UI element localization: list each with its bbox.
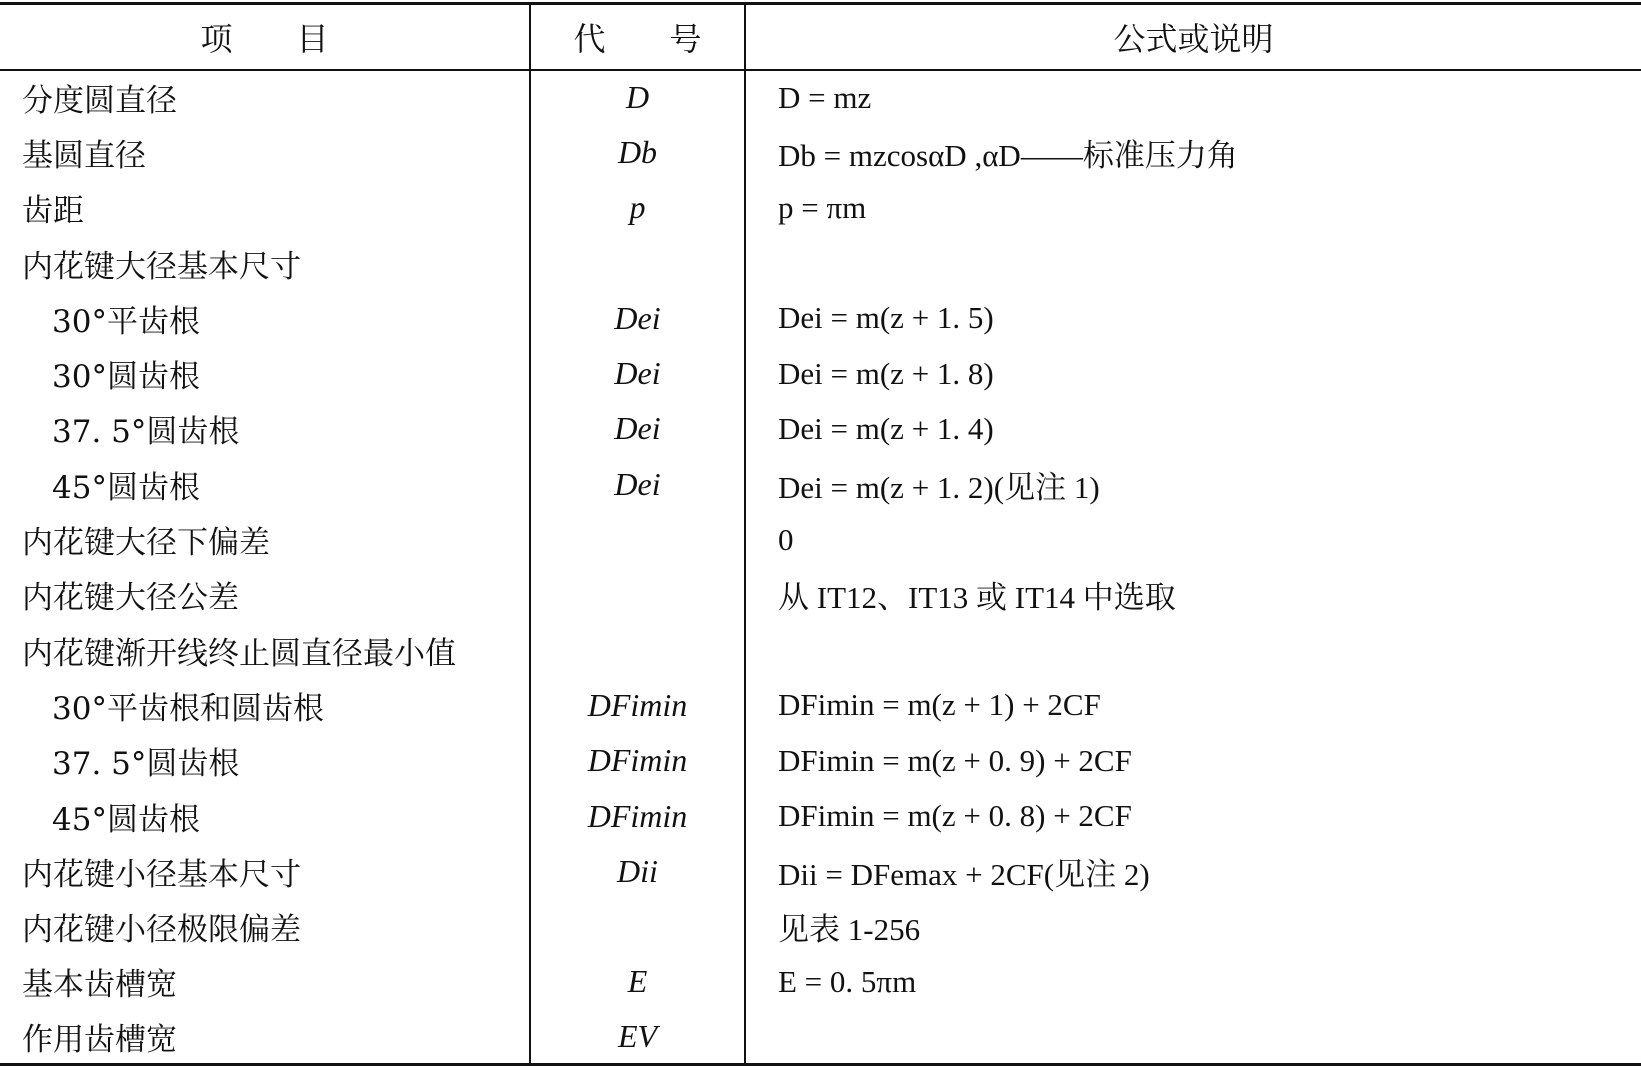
row-symbol bbox=[530, 899, 745, 954]
table-row bbox=[0, 401, 1641, 456]
row-symbol: p bbox=[530, 180, 745, 235]
row-symbol: D bbox=[530, 70, 745, 125]
row-item: 内花键大径公差 bbox=[22, 580, 239, 617]
row-formula: p = πm bbox=[745, 180, 1641, 235]
row-formula bbox=[745, 622, 1641, 677]
row-item: 45°圆齿根 bbox=[52, 801, 200, 838]
row-symbol bbox=[530, 235, 745, 290]
table-row bbox=[0, 899, 1641, 954]
row-item: 作用齿槽宽 bbox=[0, 1010, 530, 1065]
row-symbol bbox=[530, 622, 745, 677]
row-formula: DFimin = m(z + 0. 9) + 2CF bbox=[745, 733, 1641, 788]
row-formula: Db = mzcosαD ,αD——标准压力角 bbox=[745, 125, 1641, 180]
table-row bbox=[0, 512, 1641, 567]
table-row bbox=[0, 844, 1641, 899]
row-symbol: Dei bbox=[530, 291, 745, 346]
row-symbol: Dei bbox=[530, 457, 745, 512]
row-item: 基圆直径 bbox=[22, 137, 146, 174]
table-header bbox=[0, 4, 1641, 70]
row-item: 内花键大径下偏差 bbox=[22, 525, 270, 562]
row-item: 内花键渐开线终止圆直径最小值 bbox=[22, 635, 456, 672]
table-row bbox=[0, 70, 1641, 125]
row-symbol bbox=[530, 567, 745, 622]
table-row bbox=[0, 1010, 1641, 1065]
row-symbol bbox=[530, 512, 745, 567]
row-item: 内花键大径基本尺寸 bbox=[22, 248, 301, 285]
header-item: 项 目 bbox=[0, 4, 530, 70]
row-formula: 从 IT12、IT13 或 IT14 中选取 bbox=[745, 567, 1641, 622]
row-item: 37. 5°圆齿根 bbox=[52, 414, 240, 451]
row-formula: Dei = m(z + 1. 4) bbox=[745, 401, 1641, 456]
spline-parameter-table bbox=[0, 2, 1641, 1066]
table-row bbox=[0, 678, 1641, 733]
table-row bbox=[0, 622, 1641, 677]
row-formula: Dei = m(z + 1. 5) bbox=[745, 291, 1641, 346]
table-row bbox=[0, 788, 1641, 843]
row-item: 30°圆齿根 bbox=[52, 359, 200, 396]
header-formula: 公式或说明 bbox=[745, 4, 1641, 70]
row-item: 45°圆齿根 bbox=[52, 469, 200, 506]
row-item: 30°平齿根和圆齿根 bbox=[52, 690, 324, 727]
row-symbol: Dei bbox=[530, 346, 745, 401]
row-item: 基本齿槽宽 bbox=[22, 967, 177, 1004]
row-symbol: Dii bbox=[530, 844, 745, 899]
row-item: 内花键小径极限偏差 bbox=[22, 912, 301, 949]
table-row bbox=[0, 567, 1641, 622]
row-formula: Dei = m(z + 1. 8) bbox=[745, 346, 1641, 401]
row-formula: Dei = m(z + 1. 2)(见注 1) bbox=[745, 457, 1641, 512]
row-symbol: Dei bbox=[530, 401, 745, 456]
row-formula: DFimin = m(z + 0. 8) + 2CF bbox=[745, 788, 1641, 843]
table-row bbox=[0, 125, 1641, 180]
row-formula: DFimin = m(z + 1) + 2CF bbox=[745, 678, 1641, 733]
row-formula: D = mz bbox=[745, 70, 1641, 125]
row-formula: E = 0. 5πm bbox=[745, 954, 1641, 1009]
table-row bbox=[0, 235, 1641, 290]
row-formula: 见表 1-256 bbox=[745, 899, 1641, 954]
header-symbol: 代 号 bbox=[530, 4, 745, 70]
row-symbol: DFimin bbox=[530, 733, 745, 788]
table-body bbox=[0, 70, 1641, 1065]
row-item: 内花键小径基本尺寸 bbox=[22, 856, 301, 893]
table-row bbox=[0, 346, 1641, 401]
table-row bbox=[0, 954, 1641, 1009]
row-symbol: E bbox=[530, 954, 745, 1009]
row-symbol: DFimin bbox=[530, 788, 745, 843]
row-item: 30°平齿根 bbox=[52, 303, 200, 340]
row-formula: Dii = DFemax + 2CF(见注 2) bbox=[745, 844, 1641, 899]
table-row bbox=[0, 180, 1641, 235]
row-symbol: Db bbox=[530, 125, 745, 180]
row-symbol: DFimin bbox=[530, 678, 745, 733]
row-item: 分度圆直径 bbox=[22, 83, 177, 120]
row-item: 37. 5°圆齿根 bbox=[52, 746, 240, 783]
table-row bbox=[0, 291, 1641, 346]
table-row bbox=[0, 733, 1641, 788]
row-item: 齿距 bbox=[22, 193, 84, 230]
header-row bbox=[0, 4, 1641, 70]
table-row bbox=[0, 457, 1641, 512]
row-formula bbox=[745, 235, 1641, 290]
row-formula: 0 bbox=[745, 512, 1641, 567]
row-symbol: EV bbox=[530, 1010, 745, 1065]
row-formula bbox=[745, 1010, 1641, 1065]
